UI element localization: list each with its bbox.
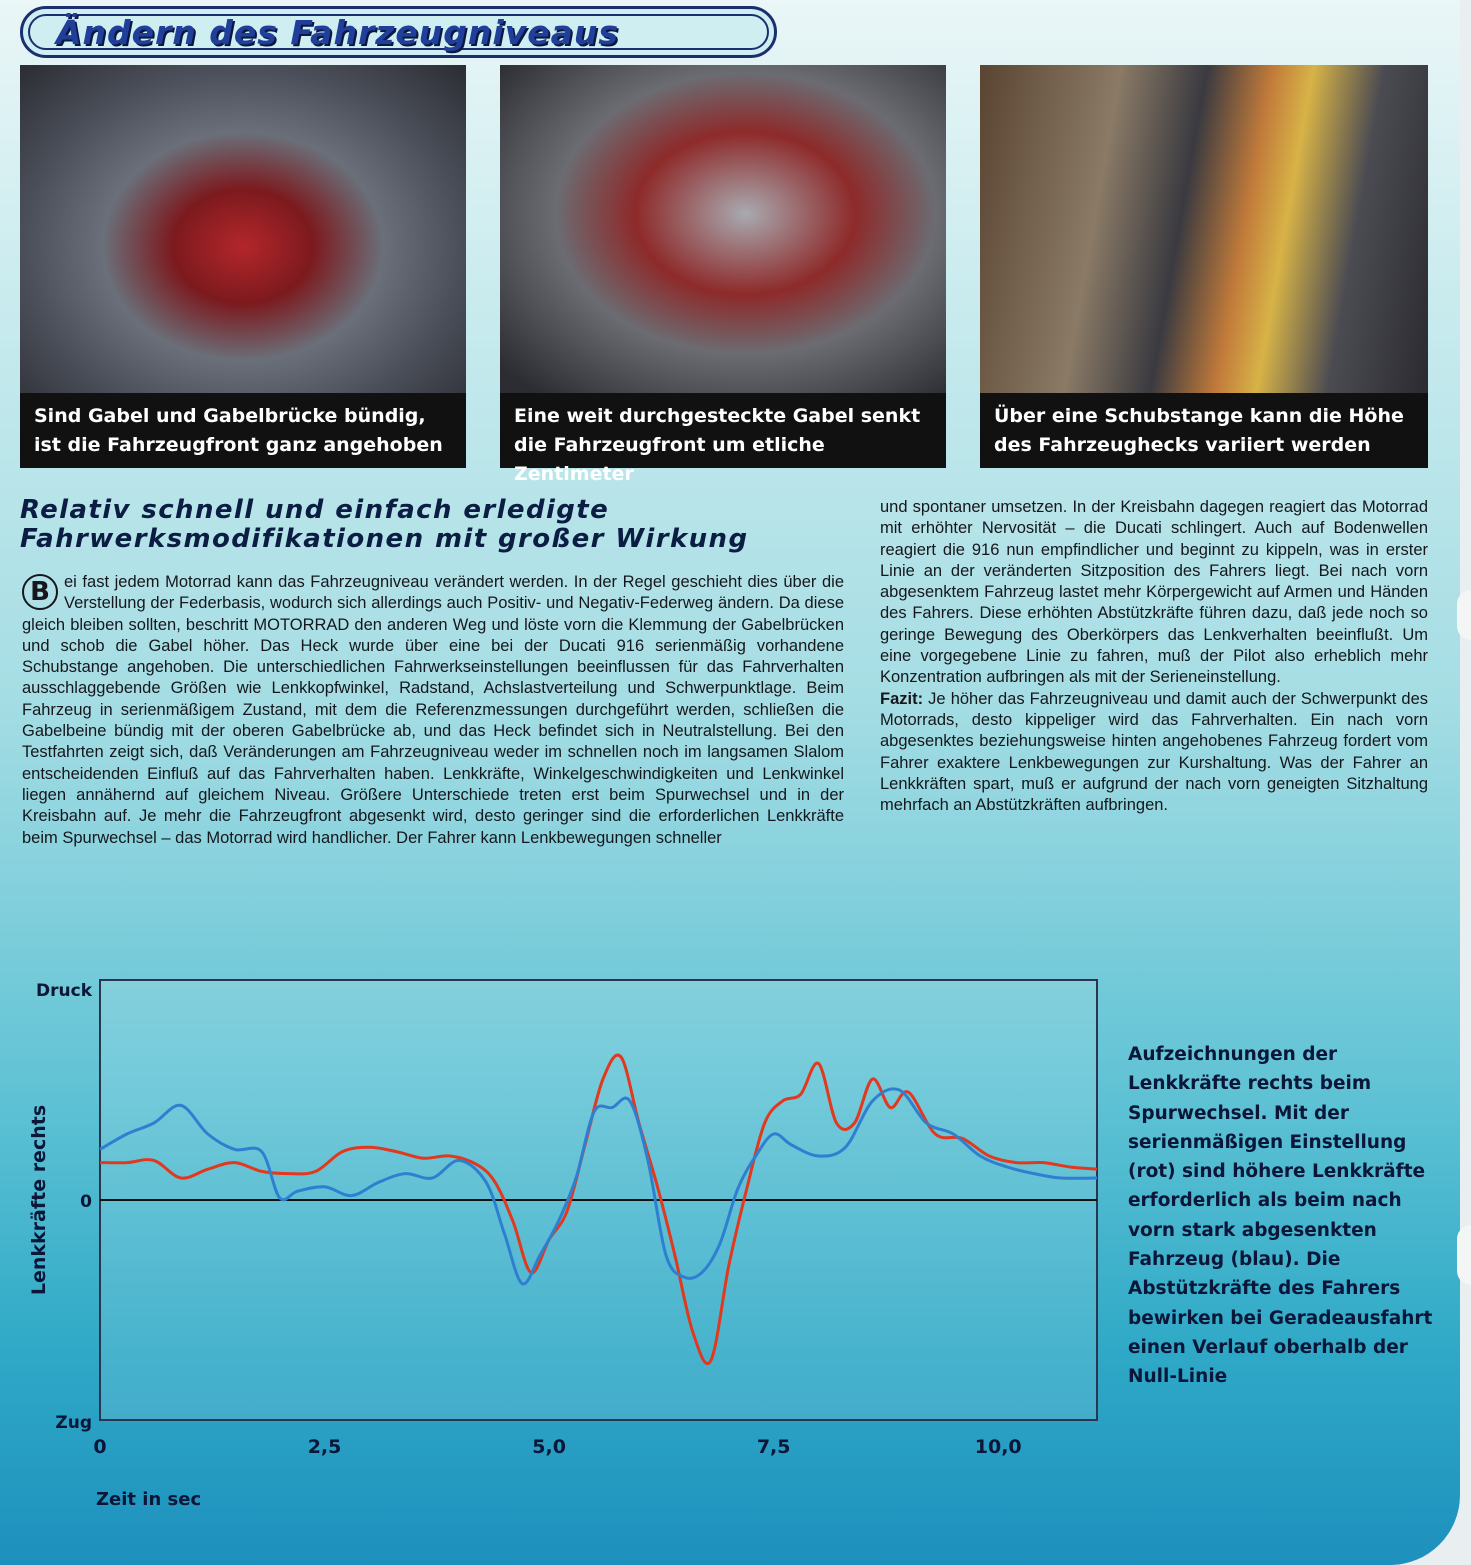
title-banner (20, 6, 777, 58)
y-axis-title: Lenkkräfte rechts (28, 1104, 50, 1296)
y-top-label: Druck (36, 981, 92, 1001)
y-bottom-label: Zug (55, 1413, 92, 1433)
page-edge-tab (1457, 1225, 1471, 1285)
photo-caption: Eine weit durchgesteckte Gabel senkt die Fahrzeugfront um etliche Zentimeter (500, 393, 946, 468)
chart-caption: Aufzeichnungen der Lenkkräfte rechts beim Spurwechsel. Mit der serienmäßigen Einstellung (rot) sind höhere Lenkkräfte erforderlich als beim nach vorn stark abgesenkten Fahrzeug (blau). Die Abstützkräfte des Fahrers bewirken bei Geradeausfahrt einen Verlauf oberhalb der Null-Linie (1128, 1044, 1433, 1388)
x-axis-title: Zeit in sec (96, 1489, 202, 1510)
article-headline: Relativ schnell und einfach erledigte Fahrwerksmodifikationen mit großer Wirkung (20, 495, 749, 554)
photo-caption: Sind Gabel und Gabelbrücke bündig, ist die Fahrzeugfront ganz angehoben (20, 393, 466, 468)
photo-image (500, 65, 946, 395)
x-tick-label: 10,0 (974, 1436, 1022, 1458)
photo-push-rod (980, 65, 1428, 468)
article-column-right (880, 497, 1428, 816)
x-tick-label: 2,5 (307, 1436, 342, 1458)
photo-caption: Über eine Schubstange kann die Höhe des Fahrzeughecks variiert werden (980, 393, 1428, 468)
article-text-right: und spontaner umsetzen. In der Kreisbahn dagegen reagiert das Motorrad mit erhöhter Nervosität – die Ducati schlingert. Auch auf Bodenwellen reagiert die 916 nun empfindlicher und beginnt zu kippeln, was in erster Linie an der veränderten Sitzposition des Fahrers liegt. Bei nach vorn abgesenktem Fahrzeug lastet mehr Körpergewicht auf Armen und Händen des Fahrers. Diese erhöhten Abstützkräfte führen dazu, daß jede noch so geringe Bewegung des Oberkörpers das Lenkverhalten beeinflußt. Um eine vorgegebene Linie zu fahren, muß der Pilot also erheblich mehr Konzentration aufbringen als mit der Serieneinstellung. (880, 498, 1428, 687)
photo-fork-lowered (500, 65, 946, 485)
page-edge-tab (1457, 590, 1471, 640)
drop-cap: B (22, 574, 58, 610)
photo-image (20, 65, 466, 395)
article-text-left: ei fast jedem Motorrad kann das Fahrzeugniveau verändert werden. In der Regel geschieht dies über die Verstellung der Federbasis, wodurch sich allerdings auch Positiv- und Negativ-Federweg ändern. Da diese gleich bleiben sollten, beschritt MOTORRAD den anderen Weg und löste vorn die Klemmung der Gabelbrücken und schob die Gabel höher. Das Heck wurde über eine bei der Ducati 916 serienmäßig vorhandene Schubstange angehoben. Die unterschiedlichen Fahrwerkseinstellungen beeinflussen für das Fahrverhalten ausschlaggebende Größen wie Lenkkopfwinkel, Radstand, Achslastverteilung und Schwerpunktlage. Beim Fahrzeug in serienmäßigem Zustand, mit dem die Referenzmessungen durchgeführt werden, schließen die Gabelbeine bündig mit der oberen Gabelbrücke ab, und das Heck befindet sich in Neutralstellung. Bei den Testfahrten zeigt sich, daß Veränderungen am Fahrzeugniveau weder im schnellen noch im langsamen Slalom entscheidenden Einfluß auf das Fahrverhalten haben. Lenkkräfte, Winkelgeschwindigkeiten und Lenkwinkel liegen annähernd auf gleichem Niveau. Größere Unterschiede treten erst beim Spurwechsel und in der Kreisbahn auf. Je mehr die Fahrzeugfront abgesenkt wird, desto geringer sind die erforderlichen Lenkkräfte beim Spurwechsel – das Motorrad wird handlicher. Der Fahrer kann Lenkbewegungen schneller (22, 573, 844, 847)
y-zero-label: 0 (80, 1192, 92, 1212)
page-title: Ändern des Fahrzeugniveaus (56, 12, 620, 52)
article-column-left (22, 572, 844, 849)
x-tick-label: 7,5 (756, 1436, 791, 1458)
x-tick-label: 5,0 (532, 1436, 566, 1458)
photo-fork-flush (20, 65, 466, 468)
x-tick-label: 0 (93, 1436, 107, 1458)
fazit-text: Je höher das Fahrzeugniveau und damit auch der Schwerpunkt des Motorrads, desto kippeliger wird das Fahrverhalten. Ein nach vorn abgesenktes beziehungsweise hinten angehobenes Fahrzeug fordert vom Fahrer exaktere Lenkbewegungen zur Kurshaltung. Was der Fahrer an Lenkkräften spart, muß er aufgrund der nach vorn geneigten Sitzhaltung mehrfach an Abstützkräften aufbringen. (880, 689, 1428, 815)
x-ticks (93, 1436, 1021, 1458)
photo-image (980, 65, 1428, 395)
fazit-label: Fazit: (880, 689, 924, 708)
